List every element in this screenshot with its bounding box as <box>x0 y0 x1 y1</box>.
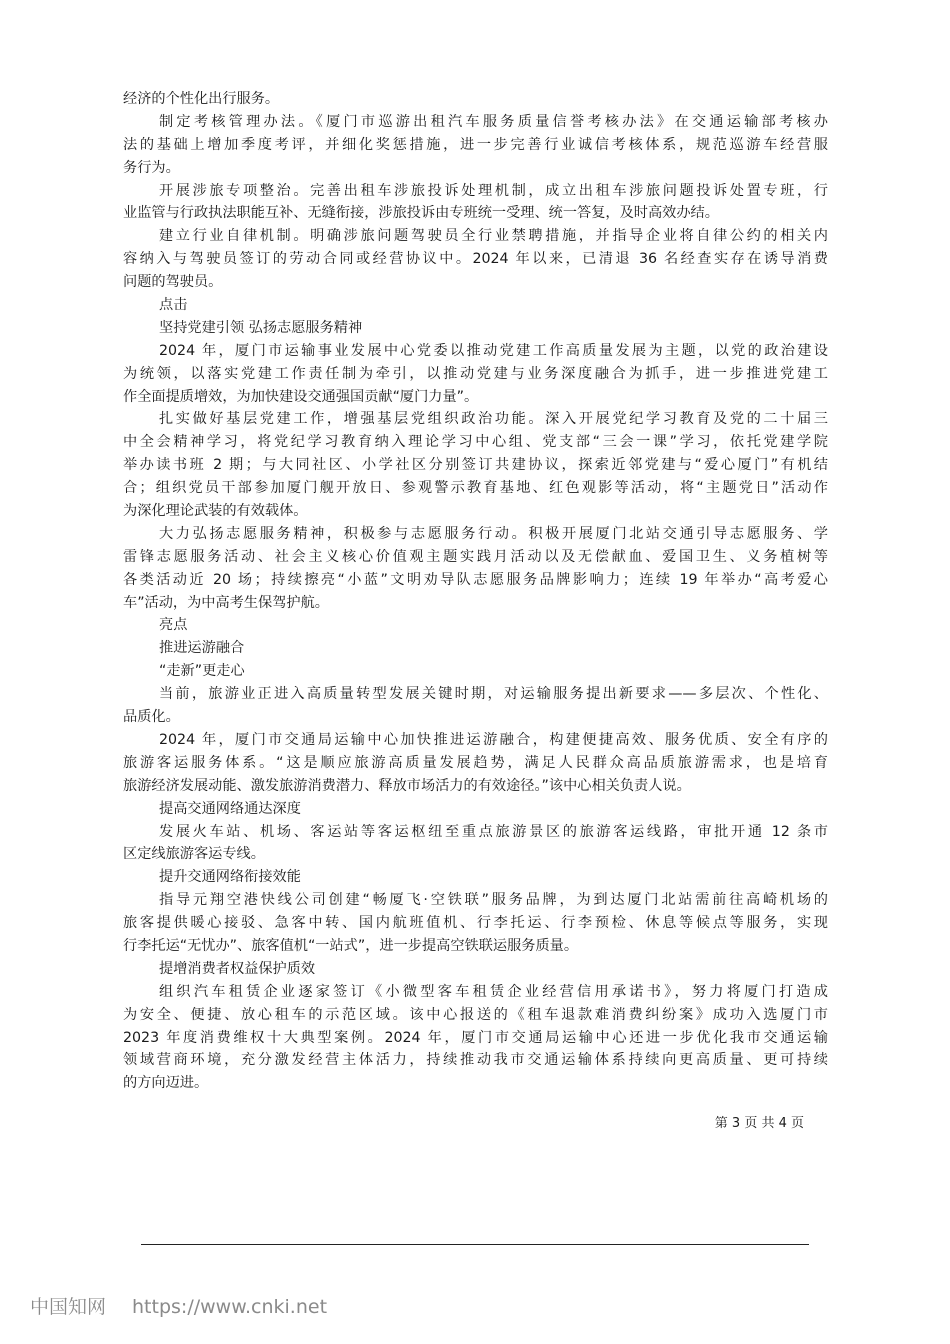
text-line: 旅游客运服务体系。“这是顺应旅游高质量发展趋势，满足人民群众高品质旅游需求，也是培育 <box>123 754 828 771</box>
paragraph <box>123 637 828 660</box>
paragraph <box>123 317 828 340</box>
text-line: 举办读书班 2 期；与大同社区、小学社区分别签订共建协议，探索近邻党建与“爱心厦门”有机结 <box>123 457 828 474</box>
paragraph <box>123 225 828 294</box>
text-line: 坚持党建引领 弘扬志愿服务精神 <box>159 319 363 336</box>
page-number: 第 3 页 共 4 页 <box>714 1116 804 1131</box>
document-body <box>123 88 828 1095</box>
text-line: 的方向迈进。 <box>123 1075 209 1092</box>
paragraph <box>123 340 828 409</box>
text-line: 容纳入与驾驶员签订的劳动合同或经营协议中。2024 年以来，已清退 36 名经查实存在诱导消费 <box>123 251 828 268</box>
text-line: 2024 年，厦门市交通局运输中心加快推进运游融合，构建便捷高效、服务优质、安全有序的 <box>159 731 828 748</box>
text-line: 区定线旅游客运专线。 <box>123 846 265 863</box>
text-line: 行李托运“无忧办”、旅客值机“一站式”，进一步提高空铁联运服务质量。 <box>123 937 579 954</box>
text-line: 经济的个性化出行服务。 <box>123 91 280 107</box>
text-line: 雷锋志愿服务活动、社会主义核心价值观主题实践月活动以及无偿献血、爱国卫生、义务植树等 <box>123 548 828 565</box>
text-line: 合；组织党员干部参加厦门舰开放日、参观警示教育基地、红色观影等活动，将“主题党日”活动作 <box>123 480 828 497</box>
paragraph <box>123 683 828 729</box>
text-line: 车”活动，为中高考生保驾护航。 <box>123 594 329 611</box>
text-line: 开展涉旅专项整治。完善出租车涉旅投诉处理机制，成立出租车涉旅问题投诉处置专班，行 <box>159 182 828 199</box>
paragraph <box>123 294 828 317</box>
cnki-watermark <box>30 1292 327 1319</box>
text-line: 业监管与行政执法职能互补、无缝衔接，涉旅投诉由专班统一受理、统一答复，及时高效办结。 <box>123 205 719 222</box>
text-line: 点击 <box>159 297 188 314</box>
footer-divider <box>141 1244 809 1245</box>
paragraph <box>123 729 828 798</box>
paragraph <box>123 88 828 111</box>
paragraph <box>123 981 828 1095</box>
paragraph <box>123 866 828 889</box>
text-line: 2024 年，厦门市运输事业发展中心党委以推动党建工作高质量发展为主题，以党的政治建设 <box>159 342 828 359</box>
text-line: 作全面提质增效，为加快建设交通强国贡献“厦门力量”。 <box>123 388 479 405</box>
text-line: 推进运游融合 <box>159 640 245 657</box>
text-line: 领域营商环境，充分激发经营主体活力，持续推动我市交通运输体系持续向更高质量、更可持续 <box>123 1052 828 1069</box>
text-line: 指导元翔空港快线公司创建“畅厦飞·空铁联”服务品牌，为到达厦门北站需前往高崎机场的 <box>159 892 828 909</box>
paragraph <box>123 614 828 637</box>
text-line: 提高交通网络通达深度 <box>159 800 301 817</box>
text-line: 制定考核管理办法。《厦门市巡游出租汽车服务质量信誉考核办法》在交通运输部考核办 <box>159 113 828 130</box>
text-line: “走新”更走心 <box>159 663 245 680</box>
text-line: 旅客提供暖心接驳、急客中转、国内航班值机、行李托运、行李预检、休息等候点等服务，实现 <box>123 915 828 932</box>
text-line: 提升交通网络衔接效能 <box>159 869 301 886</box>
paragraph <box>123 523 828 615</box>
paragraph <box>123 660 828 683</box>
text-line: 发展火车站、机场、客运站等客运枢纽至重点旅游景区的旅游客运线路，审批开通 12 条市 <box>159 823 828 840</box>
watermark-url[interactable]: https://www.cnki.net <box>132 1296 328 1318</box>
text-line: 问题的驾驶员。 <box>123 274 223 291</box>
text-line: 为安全、便捷、放心租车的示范区域。该中心报送的《租车退款难消费纠纷案》成功入选厦门市 <box>123 1006 828 1023</box>
paragraph <box>123 958 828 981</box>
text-line: 建立行业自律机制。明确涉旅问题驾驶员全行业禁聘措施，并指导企业将自律公约的相关内 <box>159 228 828 245</box>
text-line: 提增消费者权益保护质效 <box>159 960 316 977</box>
text-line: 大力弘扬志愿服务精神，积极参与志愿服务行动。积极开展厦门北站交通引导志愿服务、学 <box>159 525 828 542</box>
text-line: 品质化。 <box>123 709 180 726</box>
text-line: 亮点 <box>159 617 188 634</box>
paragraph <box>123 821 828 867</box>
text-line: 组织汽车租赁企业逐家签订《小微型客车租赁企业经营信用承诺书》，努力将厦门打造成 <box>159 983 828 1000</box>
paragraph <box>123 798 828 821</box>
text-line: 为统领，以落实党建工作责任制为牵引，以推动党建与业务深度融合为抓手，进一步推进党建工 <box>123 365 828 382</box>
paragraph <box>123 889 828 958</box>
text-line: 旅游经济发展动能、激发旅游消费潜力、释放市场活力的有效途径。”该中心相关负责人说。 <box>123 777 691 794</box>
paragraph <box>123 111 828 180</box>
text-line: 扎实做好基层党建工作，增强基层党组织政治功能。深入开展党纪学习教育及党的二十届三 <box>159 411 828 428</box>
paragraph <box>123 408 828 522</box>
text-line: 2023 年度消费维权十大典型案例。2024 年，厦门市交通局运输中心还进一步优化我市交通运输 <box>123 1029 828 1046</box>
text-line: 为深化理论武装的有效载体。 <box>123 503 308 520</box>
text-line: 各类活动近 20 场；持续擦亮“小蓝”文明劝导队志愿服务品牌影响力；连续 19 年举办“高考爱心 <box>123 571 828 588</box>
text-line: 当前，旅游业正进入高质量转型发展关键时期，对运输服务提出新要求——多层次、个性化、 <box>159 686 828 703</box>
text-line: 务行为。 <box>123 159 180 176</box>
text-line: 法的基础上增加季度考评，并细化奖惩措施，进一步完善行业诚信考核体系，规范巡游车经营服 <box>123 136 828 153</box>
text-line: 中全会精神学习，将党纪学习教育纳入理论学习中心组、党支部“三会一课”学习，依托党建学院 <box>123 434 828 451</box>
paragraph <box>123 180 828 226</box>
watermark-brand: 中国知网 <box>30 1296 107 1318</box>
